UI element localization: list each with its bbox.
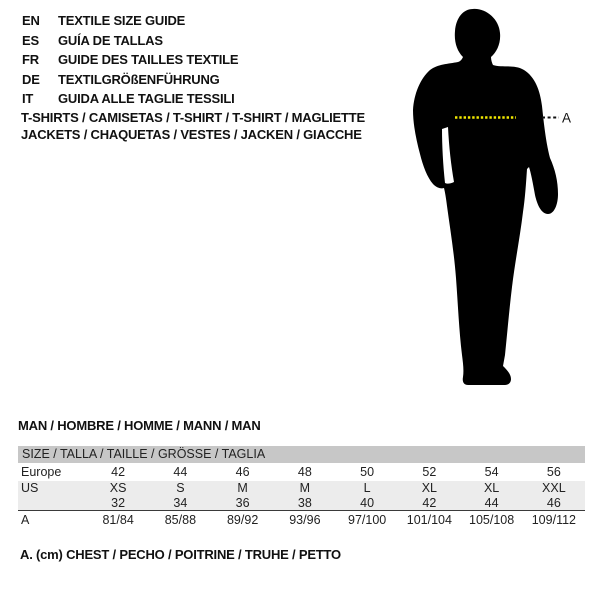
size-cell: M (299, 481, 311, 495)
size-cell: 105/108 (469, 513, 515, 527)
section-title-man: MAN / HOMBRE / HOMME / MANN / MAN (18, 418, 261, 433)
size-cell: 34 (173, 496, 188, 510)
size-cell: XL (421, 481, 438, 495)
size-cell: 42 (422, 496, 437, 510)
language-guide-label: GUÍA DE TALLAS (58, 32, 163, 48)
size-cell: 44 (173, 465, 188, 479)
size-cell: 32 (111, 496, 126, 510)
size-cell: 93/96 (289, 513, 321, 527)
measurement-a-label: A (562, 110, 572, 126)
size-cell: 97/100 (348, 513, 387, 527)
garment-types-tshirts: T-SHIRTS / CAMISETAS / T-SHIRT / T-SHIRT / MAGLIETTE (21, 110, 365, 125)
size-cell: 81/84 (102, 513, 134, 527)
language-guide-label: TEXTILE SIZE GUIDE (58, 13, 186, 28)
size-cell: XL (483, 481, 500, 495)
language-code: DE (22, 71, 40, 87)
size-cell: L (363, 481, 371, 495)
language-code: FR (22, 52, 39, 67)
size-cell: 89/92 (226, 513, 259, 527)
language-code: EN (22, 13, 40, 28)
size-cell: M (237, 481, 248, 495)
row-label: A (21, 513, 30, 527)
size-cell: 109/112 (531, 513, 576, 527)
row-label: US (21, 481, 39, 495)
size-cell: 52 (422, 465, 437, 479)
size-cell: 42 (111, 465, 126, 479)
size-cell: 36 (235, 496, 250, 510)
measurement-footnote: A. (cm) CHEST / PECHO / POITRINE / TRUHE / PETTO (20, 547, 341, 562)
table-row-europe (18, 463, 585, 481)
size-cell: 101/104 (406, 513, 452, 527)
language-code: IT (22, 91, 34, 106)
language-code: ES (22, 32, 39, 48)
size-cell: 48 (297, 465, 312, 479)
size-cell: XXL (542, 481, 566, 495)
size-cell: 44 (484, 496, 499, 510)
garment-types-jackets: JACKETS / CHAQUETAS / VESTES / JACKEN / GIACCHE (21, 127, 362, 142)
size-cell: XS (109, 481, 127, 495)
row-label (18, 496, 87, 510)
size-cell: 50 (360, 465, 375, 479)
table-row-us-numeric (18, 496, 585, 510)
size-cell: 46 (235, 465, 250, 479)
size-cell: 38 (297, 496, 312, 510)
table-row-us (18, 481, 585, 496)
table-row-chest-a (18, 510, 585, 529)
language-guide-label: TEXTILGRÖßENFÜHRUNG (58, 71, 220, 87)
language-guide-label: GUIDE DES TAILLES TEXTILE (58, 52, 239, 67)
size-cell: 46 (546, 496, 561, 510)
size-table-header: SIZE / TALLA / TAILLE / GRÖSSE / TAGLIA (18, 446, 585, 463)
size-cell: 85/88 (164, 513, 197, 527)
language-guide-label: GUIDA ALLE TAGLIE TESSILI (58, 91, 235, 106)
size-table (18, 446, 585, 529)
size-cell: 40 (360, 496, 375, 510)
man-silhouette (413, 9, 558, 385)
row-label: Europe (21, 465, 62, 479)
size-cell: 56 (546, 465, 561, 479)
size-cell: 54 (484, 465, 499, 479)
us-size-band (18, 481, 585, 510)
size-cell: S (176, 481, 185, 495)
